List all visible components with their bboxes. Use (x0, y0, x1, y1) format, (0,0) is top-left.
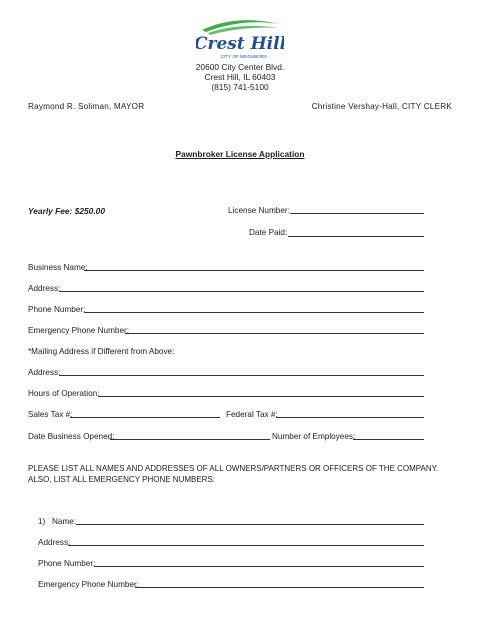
license-number-field[interactable] (290, 213, 424, 214)
emergency-phone-field[interactable] (125, 333, 424, 334)
employees-label: Number of Employees: (272, 432, 356, 441)
yearly-fee: Yearly Fee: $250.00 (28, 206, 105, 216)
address-field[interactable] (59, 291, 424, 292)
business-name-label: Business Name: (28, 263, 88, 272)
svg-text:Crest Hill: Crest Hill (196, 34, 284, 54)
owner1-emergency-field[interactable] (135, 587, 424, 588)
clerk-name: Christine Vershay-Hall, CITY CLERK (311, 102, 452, 111)
crest-hill-logo (196, 16, 284, 60)
logo-swoosh-icon (196, 16, 284, 60)
phone-field[interactable] (84, 312, 424, 313)
date-paid-field[interactable] (288, 236, 424, 237)
owner1-phone-label: Phone Number: (38, 559, 96, 568)
owner1-address-label: Address: (38, 538, 71, 547)
city-address-line1: 20600 City Center Blvd. (195, 62, 285, 72)
federal-tax-field[interactable] (276, 417, 424, 418)
date-paid-label: Date Paid: (249, 228, 288, 237)
hours-field[interactable] (98, 396, 424, 397)
owner1-name-field[interactable] (76, 524, 424, 525)
form-title: Pawnbroker License Application (175, 149, 305, 159)
hours-label: Hours of Operation: (28, 389, 100, 398)
mailing-address-field[interactable] (59, 375, 424, 376)
business-name-field[interactable] (84, 270, 424, 271)
owner1-name-label: Name: (52, 517, 77, 526)
phone-label: Phone Number: (28, 305, 86, 314)
owners-instruction-line2: ALSO, LIST ALL EMERGENCY PHONE NUMBERS: (28, 475, 216, 484)
city-phone: (815) 741-5100 (211, 82, 269, 92)
owner1-address-field[interactable] (68, 545, 424, 546)
date-opened-label: Date Business Opened: (28, 432, 115, 441)
svg-text:CITY OF NEIGHBORS: CITY OF NEIGHBORS (221, 54, 267, 59)
license-number-label: License Number: (228, 206, 290, 215)
mayor-name: Raymond R. Soliman, MAYOR (28, 102, 145, 111)
mailing-address-note: *Mailing Address if Different from Above: (28, 347, 175, 356)
owner1-number: 1) (38, 517, 46, 526)
sales-tax-field[interactable] (70, 417, 220, 418)
mailing-address-label: Address: (28, 368, 61, 377)
owner1-emergency-label: Emergency Phone Number: (38, 580, 140, 589)
date-opened-field[interactable] (110, 439, 270, 440)
federal-tax-label: Federal Tax #: (226, 410, 278, 419)
city-address-line2: Crest Hill, IL 60403 (204, 72, 276, 82)
employees-field[interactable] (353, 439, 424, 440)
emergency-phone-label: Emergency Phone Number: (28, 326, 130, 335)
sales-tax-label: Sales Tax #: (28, 410, 73, 419)
address-label: Address: (28, 284, 61, 293)
owner1-phone-field[interactable] (94, 566, 424, 567)
owners-instruction-line1: PLEASE LIST ALL NAMES AND ADDRESSES OF ALL OWNERS/PARTNERS OR OFFICERS OF THE COMPANY. (28, 464, 439, 473)
